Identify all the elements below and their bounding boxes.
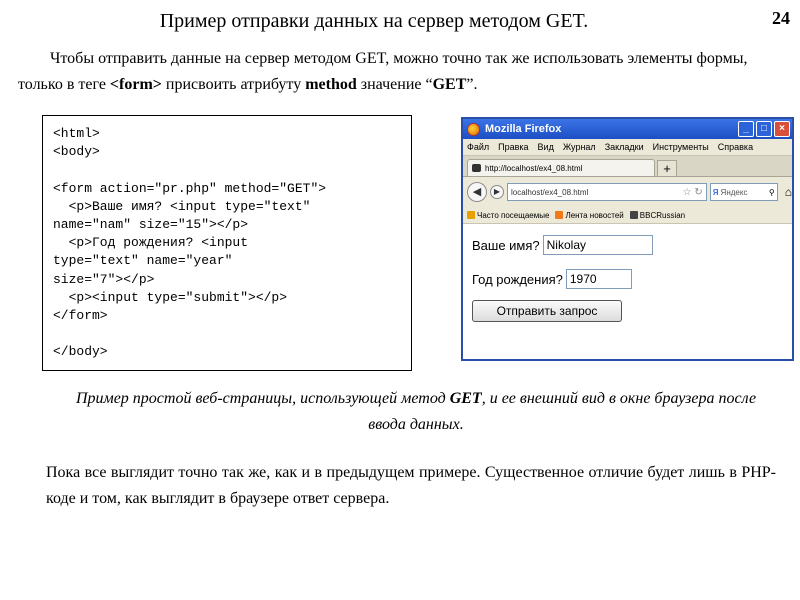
intro-form-tag: <form> bbox=[109, 76, 162, 93]
search-icon[interactable]: ⚲ bbox=[768, 187, 775, 197]
intro-text-3: значение “ bbox=[356, 76, 433, 93]
new-tab-button[interactable]: + bbox=[657, 160, 677, 176]
body-paragraph: Пока все выглядит точно так же, как и в предыдущем примере. Существенное отличие будет лишь в PHP-коде и том, как выглядит в браузере ответ сервера. bbox=[46, 464, 776, 507]
menu-item-file[interactable]: Файл bbox=[467, 142, 490, 152]
browser-titlebar bbox=[463, 119, 792, 139]
menu-item-help[interactable]: Справка bbox=[717, 142, 754, 152]
code-line: name="nam" size="15"></p> bbox=[53, 217, 249, 233]
name-input[interactable]: Nikolay bbox=[543, 235, 653, 255]
code-line: <form action="pr.php" method="GET"> bbox=[53, 180, 327, 196]
intro-paragraph bbox=[18, 46, 782, 98]
page-content bbox=[463, 224, 792, 332]
name-label: Ваше имя? bbox=[472, 237, 540, 253]
code-line bbox=[53, 325, 401, 343]
url-text: localhost/ex4_08.html bbox=[510, 187, 589, 197]
bookmark-item[interactable]: BBCRussian bbox=[630, 211, 685, 220]
bookmark-folder-icon bbox=[467, 211, 475, 219]
search-placeholder: Яндекс bbox=[720, 187, 748, 197]
code-line: size="7"></p> bbox=[53, 271, 155, 287]
firefox-logo-icon bbox=[467, 123, 480, 136]
code-line: <html> bbox=[53, 126, 100, 141]
code-line: <body> bbox=[53, 144, 100, 160]
intro-text-1: Чтобы отправить данные на сервер методом GET, можно точно так же использовать элементы формы, только в теге bbox=[18, 50, 748, 93]
bookmarks-toolbar bbox=[463, 207, 792, 224]
code-line: <p>Год рождения? <input bbox=[53, 235, 249, 251]
minimize-button[interactable]: _ bbox=[738, 121, 754, 137]
home-icon[interactable]: ⌂ bbox=[784, 185, 792, 199]
bookmark-item[interactable]: Лента новостей bbox=[555, 211, 623, 220]
navigation-bar bbox=[463, 177, 792, 207]
forward-button[interactable]: ▶ bbox=[490, 185, 504, 199]
search-engine-icon[interactable]: Я bbox=[712, 187, 719, 197]
page-number: 24 bbox=[772, 8, 790, 28]
star-icon[interactable]: ☆ bbox=[682, 186, 692, 198]
menu-item-history[interactable]: Журнал bbox=[562, 142, 596, 152]
code-line bbox=[53, 161, 401, 179]
intro-text-2: присвоить атрибуту bbox=[161, 76, 306, 93]
figure-caption bbox=[60, 386, 772, 438]
submit-button[interactable]: Отправить запрос bbox=[472, 300, 622, 322]
menu-item-bookmarks[interactable]: Закладки bbox=[604, 142, 644, 152]
year-input[interactable]: 1970 bbox=[566, 269, 632, 289]
browser-tab[interactable] bbox=[467, 159, 655, 176]
close-button[interactable]: × bbox=[774, 121, 790, 137]
back-button[interactable]: ◀ bbox=[467, 182, 487, 202]
caption-text-2: , и ее внешний вид в окне браузера после ввода данных. bbox=[368, 390, 757, 433]
search-input[interactable] bbox=[710, 183, 778, 201]
bookmark-item[interactable]: Часто посещаемые bbox=[467, 211, 549, 220]
rss-icon bbox=[555, 211, 563, 219]
code-listing bbox=[42, 115, 412, 371]
address-bar[interactable] bbox=[507, 183, 707, 201]
caption-get: GET bbox=[449, 390, 482, 407]
intro-method-attr: method bbox=[305, 76, 357, 93]
menu-item-tools[interactable]: Инструменты bbox=[652, 142, 709, 152]
tab-bar bbox=[463, 156, 792, 177]
intro-text-4: ”. bbox=[466, 76, 478, 93]
menu-item-view[interactable]: Вид bbox=[537, 142, 554, 152]
caption-text-1: Пример простой веб-страницы, использующей метод bbox=[75, 390, 450, 407]
code-line: </form> bbox=[53, 308, 108, 324]
menu-item-edit[interactable]: Правка bbox=[498, 142, 529, 152]
bbc-icon bbox=[630, 211, 638, 219]
menu-bar bbox=[463, 139, 792, 156]
code-line: type="text" name="year" bbox=[53, 253, 233, 269]
code-line: <p><input type="submit"></p> bbox=[53, 289, 288, 305]
intro-get-value: GET bbox=[432, 76, 467, 93]
reload-icon[interactable]: ↻ bbox=[694, 186, 703, 198]
tab-title: http://localhost/ex4_08.html bbox=[485, 163, 583, 173]
code-line: <p>Ваше имя? <input type="text" bbox=[53, 198, 311, 214]
slide-title: Пример отправки данных на сервер методом GET. bbox=[159, 10, 589, 32]
code-line: </body> bbox=[53, 344, 108, 360]
window-title: Mozilla Firefox bbox=[485, 123, 562, 135]
browser-window bbox=[461, 117, 794, 361]
page-icon bbox=[472, 164, 481, 172]
year-label: Год рождения? bbox=[472, 271, 563, 287]
maximize-button[interactable]: □ bbox=[756, 121, 772, 137]
